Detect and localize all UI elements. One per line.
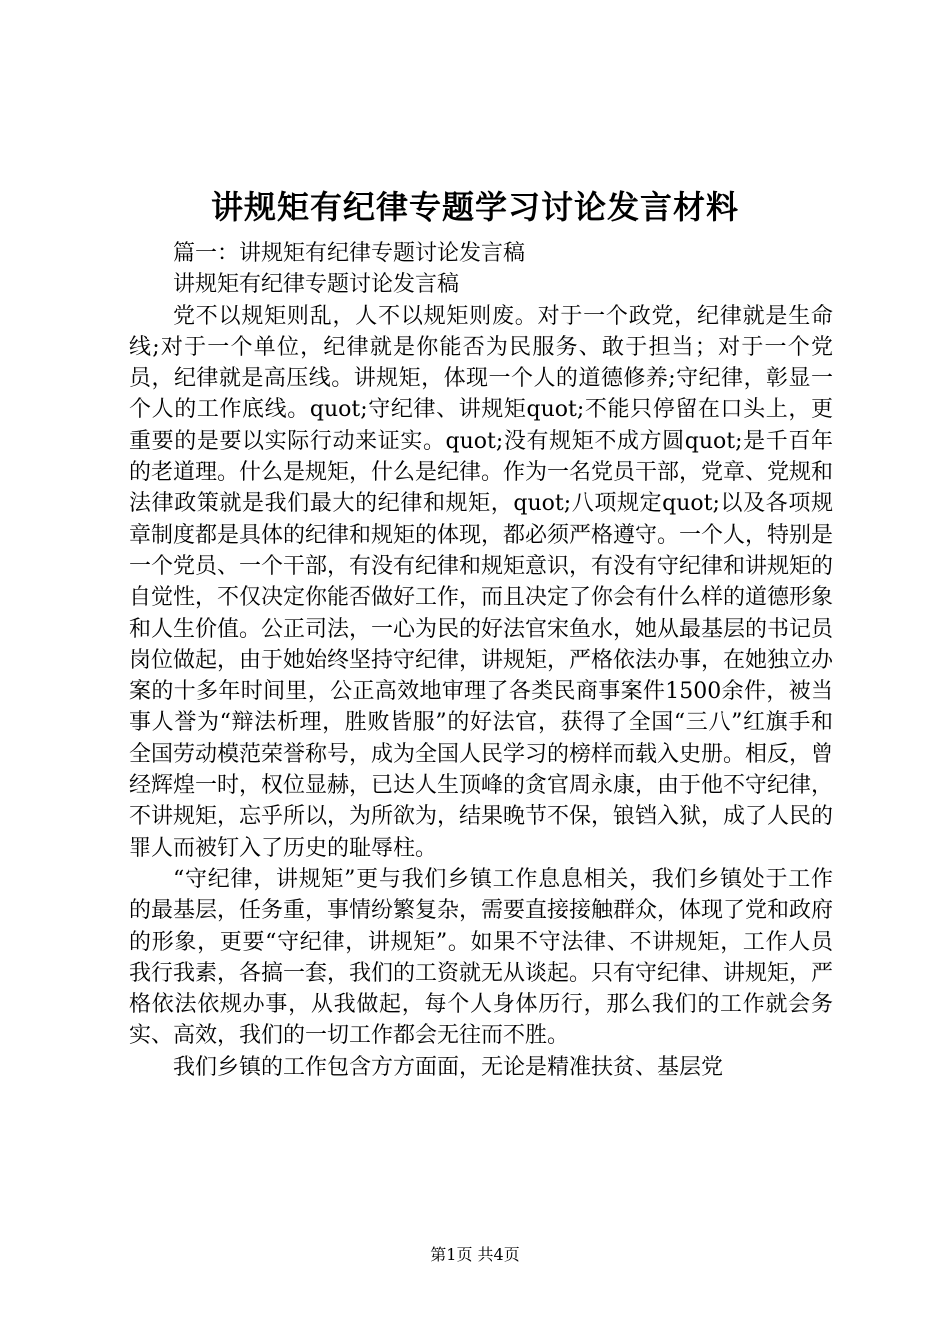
section-subheading: 讲规矩有纪律专题讨论发言稿: [173, 272, 460, 298]
body-paragraph-3: 我们乡镇的工作包含方方面面，无论是精准扶贫、基层党: [173, 1054, 724, 1080]
document-body: [129, 238, 833, 1083]
body-paragraph-1: 党不以规矩则乱，人不以规矩则废。对于一个政党，纪律就是生命线;对于一个单位，纪律就是你能否为民服务、敢于担当；对于一个党员，纪律就是高压线。讲规矩，体现一个人的道德修养;守纪律，彰显一个人的工作底线。quot;守纪律、讲规矩quot;不能只停留在口头上，更重要的是要以实际行动来证实。quot;没有规矩不成方圆quot;是千百年的老道理。什么是规矩，什么是纪律。作为一名党员干部，党章、党规和法律政策就是我们最大的纪律和规矩，quot;八项规定quot;以及各项规章制度都是具体的纪律和规矩的体现，都必须严格遵守。一个人，特别是一个党员、一个干部，有没有纪律和规矩意识，有没有守纪律和讲规矩的自觉性，不仅决定你能否做好工作，而且决定了你会有什么样的道德形象和人生价值。公正司法，一心为民的好法官宋鱼水，她从最基层的书记员岗位做起，由于她始终坚持守纪律，讲规矩，严格依法办事，在她独立办案的十多年时间里，公正高效地审理了各类民商事案件1500余件，被当事人誉为“辩法析理，胜败皆服”的好法官，获得了全国“三八”红旗手和全国劳动模范荣誉称号，成为全国人民学习的榜样而载入史册。相反，曾经辉煌一时，权位显赫，已达人生顶峰的贪官周永康，由于他不守纪律，不讲规矩，忘乎所以，为所欲为，结果晚节不保，锒铛入狱，成了人民的罪人而被钉入了历史的耻辱柱。: [129, 303, 834, 861]
body-paragraph-2: “守纪律，讲规矩”更与我们乡镇工作息息相关，我们乡镇处于工作的最基层，任务重，事情纷繁复杂，需要直接接触群众，体现了党和政府的形象，更要“守纪律，讲规矩”。如果不守法律、不讲规矩，工作人员我行我素，各搞一套，我们的工资就无从谈起。只有守纪律、讲规矩，严格依法依规办事，从我做起，每个人身体历行，那么我们的工作就会务实、高效，我们的一切工作都会无往而不胜。: [129, 866, 834, 1049]
page-footer: 第1页 共4页: [430, 1245, 520, 1264]
document-title: 讲规矩有纪律专题学习讨论发言材料: [210, 188, 739, 226]
section-heading: 篇一：讲规矩有纪律专题讨论发言稿: [173, 241, 526, 266]
